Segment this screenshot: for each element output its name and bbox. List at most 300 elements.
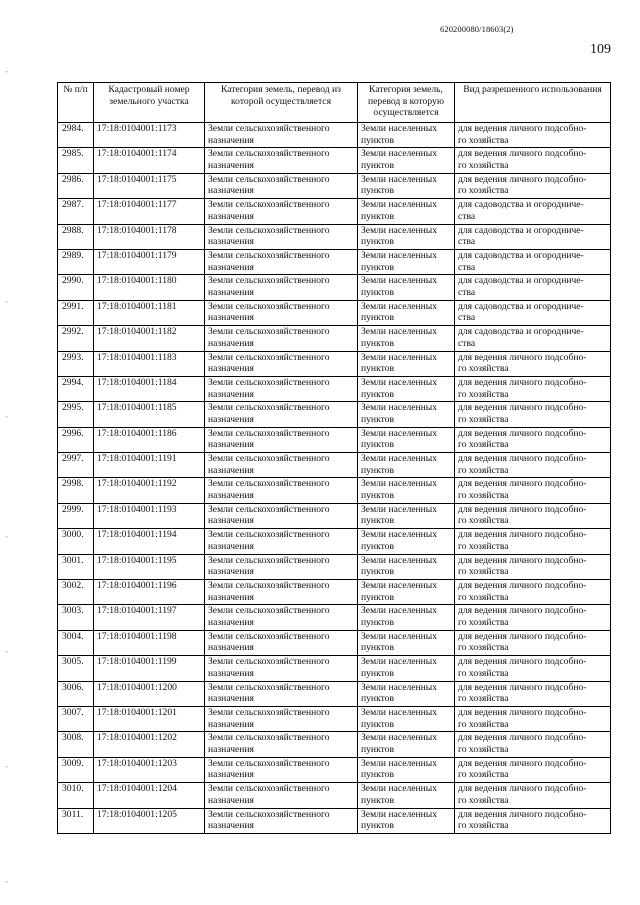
row-number: 2990.: [58, 275, 94, 300]
margin-mark: ~: [5, 650, 8, 656]
permitted-use-line2: го хозяйства: [458, 718, 509, 730]
category-from-line1: Земли сельскохозяйственного: [208, 402, 330, 414]
table-row: [58, 275, 611, 300]
category-to-line1: Земли населенных: [361, 656, 438, 668]
category-from: [205, 249, 358, 274]
cadastral-number: 17:18:0104001:1191: [94, 453, 205, 478]
category-to: [358, 427, 455, 452]
permitted-use: [455, 783, 611, 808]
category-to-line1: Земли населенных: [361, 453, 438, 465]
category-from-line2: назначения: [208, 134, 254, 146]
category-to: [358, 402, 455, 427]
table-row: [58, 351, 611, 376]
category-from: [205, 402, 358, 427]
margin-mark: ~: [5, 765, 8, 771]
margin-mark: ~: [5, 300, 8, 306]
cadastral-number: 17:18:0104001:1202: [94, 732, 205, 757]
table-row: [58, 706, 611, 731]
permitted-use-line2: го хозяйства: [458, 490, 509, 502]
category-to-line2: пунктов: [361, 642, 394, 654]
permitted-use-line1: для садоводства и огородниче-: [458, 224, 584, 236]
category-to-line2: пунктов: [361, 464, 394, 476]
category-from-line1: Земли сельскохозяйственного: [208, 554, 330, 566]
category-to-line1: Земли населенных: [361, 148, 438, 160]
permitted-use: [455, 529, 611, 554]
table-row: [58, 732, 611, 757]
category-to-line2: пунктов: [361, 185, 394, 197]
permitted-use-line1: для ведения личного подсобно-: [458, 376, 587, 388]
permitted-use: [455, 605, 611, 630]
cadastral-number: 17:18:0104001:1194: [94, 529, 205, 554]
category-from-line1: Земли сельскохозяйственного: [208, 326, 330, 338]
category-to-line2: пунктов: [361, 820, 394, 832]
category-from-line1: Земли сельскохозяйственного: [208, 453, 330, 465]
permitted-use-line1: для ведения личного подсобно-: [458, 402, 587, 414]
category-to-line1: Земли населенных: [361, 123, 438, 134]
permitted-use: [455, 453, 611, 478]
permitted-use-line1: для ведения личного подсобно-: [458, 503, 587, 515]
table-header-row: [58, 83, 611, 123]
category-from-line1: Земли сельскохозяйственного: [208, 783, 330, 795]
cadastral-number: 17:18:0104001:1198: [94, 630, 205, 655]
document-code: 620200080/18603(2): [440, 24, 514, 34]
row-number: 2992.: [58, 326, 94, 351]
permitted-use-line1: для ведения личного подсобно-: [458, 681, 587, 693]
table-row: [58, 656, 611, 681]
permitted-use: [455, 173, 611, 198]
permitted-use-line2: ства: [458, 337, 476, 349]
category-to-line2: пунктов: [361, 591, 394, 603]
permitted-use: [455, 351, 611, 376]
permitted-use-line1: для ведения личного подсобно-: [458, 351, 587, 363]
category-from: [205, 630, 358, 655]
category-to-line1: Земли населенных: [361, 757, 438, 769]
table-row: [58, 529, 611, 554]
permitted-use-line2: го хозяйства: [458, 693, 509, 705]
row-number: 2989.: [58, 249, 94, 274]
category-from: [205, 326, 358, 351]
cadastral-number: 17:18:0104001:1201: [94, 706, 205, 731]
table-row: [58, 554, 611, 579]
category-from-line1: Земли сельскохозяйственного: [208, 173, 330, 185]
category-to-line1: Земли населенных: [361, 554, 438, 566]
row-number: 2993.: [58, 351, 94, 376]
permitted-use-line2: го хозяйства: [458, 413, 509, 425]
category-to-line1: Земли населенных: [361, 478, 438, 490]
page-number: 109: [590, 42, 611, 57]
margin-mark: ~: [5, 880, 8, 886]
permitted-use: [455, 275, 611, 300]
cadastral-number: 17:18:0104001:1192: [94, 478, 205, 503]
category-from: [205, 148, 358, 173]
permitted-use-line2: го хозяйства: [458, 515, 509, 527]
category-from-line1: Земли сельскохозяйственного: [208, 351, 330, 363]
category-from-line2: назначения: [208, 312, 254, 324]
permitted-use: [455, 199, 611, 224]
row-number: 2984.: [58, 123, 94, 148]
category-to: [358, 605, 455, 630]
permitted-use-line2: го хозяйства: [458, 566, 509, 578]
table-row: [58, 427, 611, 452]
row-number: 3002.: [58, 580, 94, 605]
category-to-line2: пунктов: [361, 540, 394, 552]
margin-mark: ~: [5, 70, 8, 76]
category-from: [205, 351, 358, 376]
column-header-cadastral-number: Кадастровый номер земельного участка: [94, 83, 205, 123]
category-to: [358, 529, 455, 554]
permitted-use-line1: для садоводства и огородниче-: [458, 275, 584, 287]
cadastral-number: 17:18:0104001:1183: [94, 351, 205, 376]
category-from-line1: Земли сельскохозяйственного: [208, 681, 330, 693]
category-to-line2: пунктов: [361, 439, 394, 451]
permitted-use: [455, 300, 611, 325]
permitted-use: [455, 808, 611, 833]
row-number: 2987.: [58, 199, 94, 224]
category-to-line2: пунктов: [361, 210, 394, 222]
category-to-line2: пунктов: [361, 312, 394, 324]
category-from: [205, 503, 358, 528]
category-from-line2: назначения: [208, 617, 254, 629]
table-row: [58, 148, 611, 173]
category-to: [358, 630, 455, 655]
permitted-use-line1: для ведения личного подсобно-: [458, 123, 587, 134]
cadastral-number: 17:18:0104001:1180: [94, 275, 205, 300]
category-from-line1: Земли сельскохозяйственного: [208, 427, 330, 439]
table-row: [58, 630, 611, 655]
permitted-use-line2: го хозяйства: [458, 185, 509, 197]
row-number: 2999.: [58, 503, 94, 528]
cadastral-number: 17:18:0104001:1196: [94, 580, 205, 605]
row-number: 2985.: [58, 148, 94, 173]
category-from-line2: назначения: [208, 236, 254, 248]
permitted-use: [455, 224, 611, 249]
category-to-line1: Земли населенных: [361, 249, 438, 261]
category-from-line2: назначения: [208, 337, 254, 349]
category-to: [358, 757, 455, 782]
permitted-use: [455, 249, 611, 274]
category-to: [358, 376, 455, 401]
permitted-use-line1: для садоводства и огородниче-: [458, 249, 584, 261]
permitted-use-line1: для ведения личного подсобно-: [458, 605, 587, 617]
cadastral-number: 17:18:0104001:1200: [94, 681, 205, 706]
category-from-line1: Земли сельскохозяйственного: [208, 732, 330, 744]
permitted-use-line1: для ведения личного подсобно-: [458, 580, 587, 592]
category-from-line2: назначения: [208, 490, 254, 502]
permitted-use: [455, 148, 611, 173]
permitted-use: [455, 427, 611, 452]
row-number: 2986.: [58, 173, 94, 198]
cadastral-number: 17:18:0104001:1174: [94, 148, 205, 173]
category-from-line1: Земли сельскохозяйственного: [208, 656, 330, 668]
category-to-line2: пунктов: [361, 363, 394, 375]
table-row: [58, 681, 611, 706]
table-row: [58, 757, 611, 782]
category-from: [205, 478, 358, 503]
category-to-line1: Земли населенных: [361, 376, 438, 388]
row-number: 2996.: [58, 427, 94, 452]
category-from-line2: назначения: [208, 388, 254, 400]
category-from-line2: назначения: [208, 591, 254, 603]
category-from: [205, 123, 358, 148]
category-to-line1: Земли населенных: [361, 427, 438, 439]
category-from-line1: Земли сельскохозяйственного: [208, 275, 330, 287]
category-from-line1: Земли сельскохозяйственного: [208, 503, 330, 515]
cadastral-number: 17:18:0104001:1178: [94, 224, 205, 249]
category-from: [205, 605, 358, 630]
category-from-line2: назначения: [208, 515, 254, 527]
permitted-use-line1: для садоводства и огородниче-: [458, 326, 584, 338]
category-from: [205, 529, 358, 554]
cadastral-number: 17:18:0104001:1184: [94, 376, 205, 401]
permitted-use: [455, 478, 611, 503]
category-from-line1: Земли сельскохозяйственного: [208, 376, 330, 388]
category-to-line1: Земли населенных: [361, 326, 438, 338]
permitted-use-line2: го хозяйства: [458, 388, 509, 400]
table-row: [58, 503, 611, 528]
category-to: [358, 783, 455, 808]
category-from: [205, 808, 358, 833]
category-to-line2: пунктов: [361, 794, 394, 806]
category-from-line2: назначения: [208, 261, 254, 273]
category-to-line2: пунктов: [361, 388, 394, 400]
cadastral-number: 17:18:0104001:1185: [94, 402, 205, 427]
category-to: [358, 224, 455, 249]
category-to-line1: Земли населенных: [361, 605, 438, 617]
category-from: [205, 706, 358, 731]
category-to: [358, 580, 455, 605]
cadastral-number: 17:18:0104001:1181: [94, 300, 205, 325]
table-row: [58, 605, 611, 630]
permitted-use-line2: ства: [458, 210, 476, 222]
category-to-line1: Земли населенных: [361, 630, 438, 642]
permitted-use-line2: го хозяйства: [458, 794, 509, 806]
permitted-use: [455, 326, 611, 351]
cadastral-number: 17:18:0104001:1203: [94, 757, 205, 782]
table-row: [58, 123, 611, 148]
table-row: [58, 808, 611, 833]
permitted-use-line2: го хозяйства: [458, 464, 509, 476]
category-from-line2: назначения: [208, 464, 254, 476]
category-to-line2: пунктов: [361, 566, 394, 578]
category-from-line2: назначения: [208, 439, 254, 451]
column-header-category-from: Категория земель, перевод из которой осуществляется: [205, 83, 358, 123]
category-from: [205, 757, 358, 782]
category-from-line2: назначения: [208, 743, 254, 755]
permitted-use-line2: го хозяйства: [458, 439, 509, 451]
category-from-line2: назначения: [208, 413, 254, 425]
category-from-line1: Земли сельскохозяйственного: [208, 580, 330, 592]
category-from: [205, 681, 358, 706]
category-to: [358, 706, 455, 731]
row-number: 3003.: [58, 605, 94, 630]
permitted-use-line1: для ведения личного подсобно-: [458, 783, 587, 795]
table-row: [58, 402, 611, 427]
row-number: 2991.: [58, 300, 94, 325]
column-header-number: № п/п: [58, 83, 94, 123]
row-number: 3000.: [58, 529, 94, 554]
cadastral-number: 17:18:0104001:1195: [94, 554, 205, 579]
permitted-use-line1: для ведения личного подсобно-: [458, 554, 587, 566]
category-to-line2: пунктов: [361, 617, 394, 629]
category-to-line1: Земли населенных: [361, 300, 438, 312]
cadastral-number: 17:18:0104001:1205: [94, 808, 205, 833]
category-from-line1: Земли сельскохозяйственного: [208, 605, 330, 617]
category-from-line1: Земли сельскохозяйственного: [208, 630, 330, 642]
permitted-use-line1: для садоводства и огородниче-: [458, 199, 584, 211]
permitted-use: [455, 580, 611, 605]
category-from-line2: назначения: [208, 185, 254, 197]
category-to: [358, 123, 455, 148]
table-row: [58, 199, 611, 224]
category-to: [358, 732, 455, 757]
table-row: [58, 376, 611, 401]
category-to: [358, 656, 455, 681]
category-from-line1: Земли сельскохозяйственного: [208, 478, 330, 490]
category-to: [358, 503, 455, 528]
permitted-use-line2: го хозяйства: [458, 820, 509, 832]
category-from-line2: назначения: [208, 769, 254, 781]
permitted-use-line1: для ведения личного подсобно-: [458, 148, 587, 160]
category-to: [358, 300, 455, 325]
permitted-use: [455, 123, 611, 148]
category-from-line1: Земли сельскохозяйственного: [208, 148, 330, 160]
category-from-line1: Земли сельскохозяйственного: [208, 300, 330, 312]
table-row: [58, 478, 611, 503]
permitted-use: [455, 630, 611, 655]
permitted-use-line2: го хозяйства: [458, 363, 509, 375]
category-to: [358, 554, 455, 579]
category-to-line2: пунктов: [361, 261, 394, 273]
category-to-line1: Земли населенных: [361, 503, 438, 515]
category-from-line2: назначения: [208, 794, 254, 806]
permitted-use: [455, 681, 611, 706]
category-to-line1: Земли населенных: [361, 173, 438, 185]
category-from-line2: назначения: [208, 566, 254, 578]
category-from-line1: Земли сельскохозяйственного: [208, 123, 330, 134]
permitted-use-line1: для садоводства и огородниче-: [458, 300, 584, 312]
table-row: [58, 249, 611, 274]
category-to-line2: пунктов: [361, 769, 394, 781]
permitted-use-line2: го хозяйства: [458, 159, 509, 171]
row-number: 2997.: [58, 453, 94, 478]
cadastral-number: 17:18:0104001:1197: [94, 605, 205, 630]
category-to-line1: Земли населенных: [361, 681, 438, 693]
table-row: [58, 580, 611, 605]
category-from: [205, 224, 358, 249]
column-header-category-to: Категория земель, перевод в которую осуществляется: [358, 83, 455, 123]
category-from-line2: назначения: [208, 286, 254, 298]
category-from: [205, 199, 358, 224]
row-number: 3004.: [58, 630, 94, 655]
category-to-line2: пунктов: [361, 236, 394, 248]
category-to-line2: пунктов: [361, 515, 394, 527]
category-from-line2: назначения: [208, 363, 254, 375]
category-to-line1: Земли населенных: [361, 783, 438, 795]
category-to: [358, 478, 455, 503]
row-number: 2995.: [58, 402, 94, 427]
cadastral-number: 17:18:0104001:1204: [94, 783, 205, 808]
permitted-use-line2: го хозяйства: [458, 540, 509, 552]
category-from-line1: Земли сельскохозяйственного: [208, 706, 330, 718]
table-row: [58, 453, 611, 478]
margin-mark: ~: [5, 535, 8, 541]
permitted-use-line2: го хозяйства: [458, 769, 509, 781]
permitted-use-line1: для ведения личного подсобно-: [458, 529, 587, 541]
category-to: [358, 453, 455, 478]
table-row: [58, 173, 611, 198]
permitted-use-line2: го хозяйства: [458, 134, 509, 146]
row-number: 3010.: [58, 783, 94, 808]
category-to-line2: пунктов: [361, 159, 394, 171]
category-from-line1: Земли сельскохозяйственного: [208, 249, 330, 261]
category-from: [205, 300, 358, 325]
table-row: [58, 224, 611, 249]
category-to: [358, 148, 455, 173]
permitted-use: [455, 732, 611, 757]
category-to: [358, 326, 455, 351]
category-from-line1: Земли сельскохозяйственного: [208, 199, 330, 211]
category-to: [358, 199, 455, 224]
row-number: 3008.: [58, 732, 94, 757]
category-from-line2: назначения: [208, 718, 254, 730]
permitted-use-line2: го хозяйства: [458, 642, 509, 654]
permitted-use-line1: для ведения личного подсобно-: [458, 427, 587, 439]
permitted-use-line1: для ведения личного подсобно-: [458, 656, 587, 668]
permitted-use-line2: ства: [458, 261, 476, 273]
category-from: [205, 427, 358, 452]
permitted-use: [455, 503, 611, 528]
category-to-line1: Земли населенных: [361, 402, 438, 414]
column-header-permitted-use: Вид разрешенного использования: [455, 83, 611, 123]
permitted-use-line1: для ведения личного подсобно-: [458, 478, 587, 490]
row-number: 3011.: [58, 808, 94, 833]
category-to-line2: пунктов: [361, 134, 394, 146]
category-from-line2: назначения: [208, 693, 254, 705]
category-to-line2: пунктов: [361, 693, 394, 705]
permitted-use-line1: для ведения личного подсобно-: [458, 630, 587, 642]
table-row: [58, 300, 611, 325]
row-number: 2994.: [58, 376, 94, 401]
category-to-line1: Земли населенных: [361, 732, 438, 744]
category-to: [358, 275, 455, 300]
category-to-line1: Земли населенных: [361, 529, 438, 541]
category-from-line2: назначения: [208, 667, 254, 679]
category-to-line2: пунктов: [361, 667, 394, 679]
category-to-line1: Земли населенных: [361, 580, 438, 592]
category-from: [205, 275, 358, 300]
row-number: 3007.: [58, 706, 94, 731]
land-plots-table: [57, 82, 611, 834]
table-row: [58, 326, 611, 351]
permitted-use-line1: для ведения личного подсобно-: [458, 453, 587, 465]
permitted-use-line1: для ведения личного подсобно-: [458, 706, 587, 718]
cadastral-number: 17:18:0104001:1193: [94, 503, 205, 528]
category-from-line2: назначения: [208, 540, 254, 552]
category-to: [358, 351, 455, 376]
category-from-line1: Земли сельскохозяйственного: [208, 757, 330, 769]
permitted-use-line2: го хозяйства: [458, 667, 509, 679]
category-from: [205, 656, 358, 681]
category-from: [205, 783, 358, 808]
permitted-use-line1: для ведения личного подсобно-: [458, 757, 587, 769]
cadastral-number: 17:18:0104001:1173: [94, 123, 205, 148]
category-to: [358, 808, 455, 833]
category-to-line1: Земли населенных: [361, 808, 438, 820]
category-to: [358, 173, 455, 198]
cadastral-number: 17:18:0104001:1186: [94, 427, 205, 452]
permitted-use: [455, 402, 611, 427]
permitted-use-line2: го хозяйства: [458, 617, 509, 629]
